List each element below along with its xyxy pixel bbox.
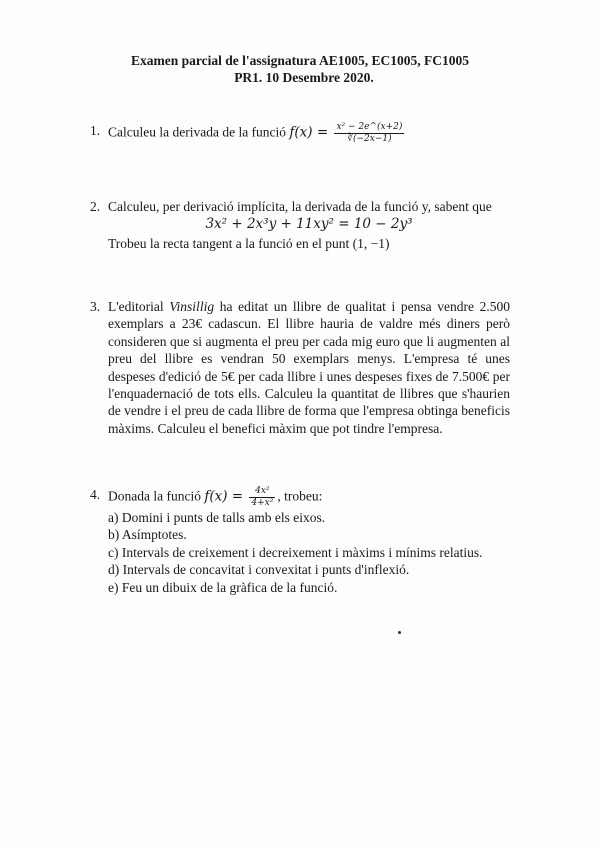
- question-3: [90, 298, 510, 437]
- function-lhs: f(x) =: [204, 488, 248, 505]
- question-text-after: Trobeu la recta tangent a la funció en el punt (1, −1): [108, 235, 390, 251]
- question-4: [90, 486, 510, 596]
- question-2: [90, 198, 510, 252]
- fraction-numerator: x² − 2e^(x+2): [336, 122, 403, 132]
- fraction-denominator: 4+x²: [251, 498, 274, 508]
- fraction-denominator: ∛(−2x−1): [347, 134, 392, 144]
- question-number: 4.: [90, 487, 101, 502]
- function-lhs: f(x) =: [289, 124, 333, 141]
- implicit-equation: 3x² + 2x³y + 11xy² = 10 − 2y³: [205, 216, 413, 233]
- question-text-rest: ha editat un llibre de qualitat i pensa vendre 2.500 exemplars a 23€ cadascun. El llibre hauria de valdre més diners però consideren que si augmenta el preu per cada mig euro que li augmenten al preu del llibre es vendran 50 exemplars menys. L'empresa té unes despeses d'edició de 5€ per cada llibre i unes despeses fixes de 7.500€ per l'enquadernació de tots ells. Calculeu la quantitat de llibres que s'haurien de vendre i el preu de cada llibre de forma que l'empresa obtinga beneficis màxims. Calculeu el benefici màxim que pot tindre l'empresa.: [108, 299, 510, 436]
- question-text: Donada la funció: [108, 488, 205, 504]
- function-fraction: [334, 122, 404, 145]
- question-number: 3.: [90, 299, 101, 314]
- question-text: L'editorial: [108, 299, 170, 314]
- exam-title: Examen parcial de l'assignatura AE1005, EC1005, FC1005: [130, 53, 470, 68]
- question-number: 2.: [90, 199, 101, 214]
- question-number: 1.: [90, 123, 101, 138]
- question-text: Calculeu, per derivació implícita, la derivada de la funció y, sabent que: [108, 199, 492, 214]
- exam-date: PR1. 10 Desembre 2020.: [234, 70, 374, 85]
- function-fraction: [249, 486, 275, 509]
- stray-mark: [398, 631, 401, 634]
- subquestion-a: a) Domini i punts de talls amb els eixos.: [108, 510, 326, 525]
- fraction-numerator: 4x²: [249, 486, 275, 498]
- publisher-name: Vinsillig: [169, 299, 215, 314]
- subquestion-b: b) Asímptotes.: [108, 527, 187, 543]
- subquestion-d: d) Intervals de concavitat i convexitat i punts d'inflexió.: [108, 562, 410, 578]
- subquestion-e: e) Feu un dibuix de la gràfica de la funció.: [108, 579, 338, 595]
- subquestion-c: c) Intervals de creixement i decreixement i màxims i mínims relatius.: [108, 544, 483, 560]
- exam-header: [0, 52, 600, 86]
- question-text-after: , trobeu:: [277, 488, 323, 504]
- question-1: [90, 122, 510, 145]
- question-text: Calculeu la derivada de la funció: [108, 124, 290, 140]
